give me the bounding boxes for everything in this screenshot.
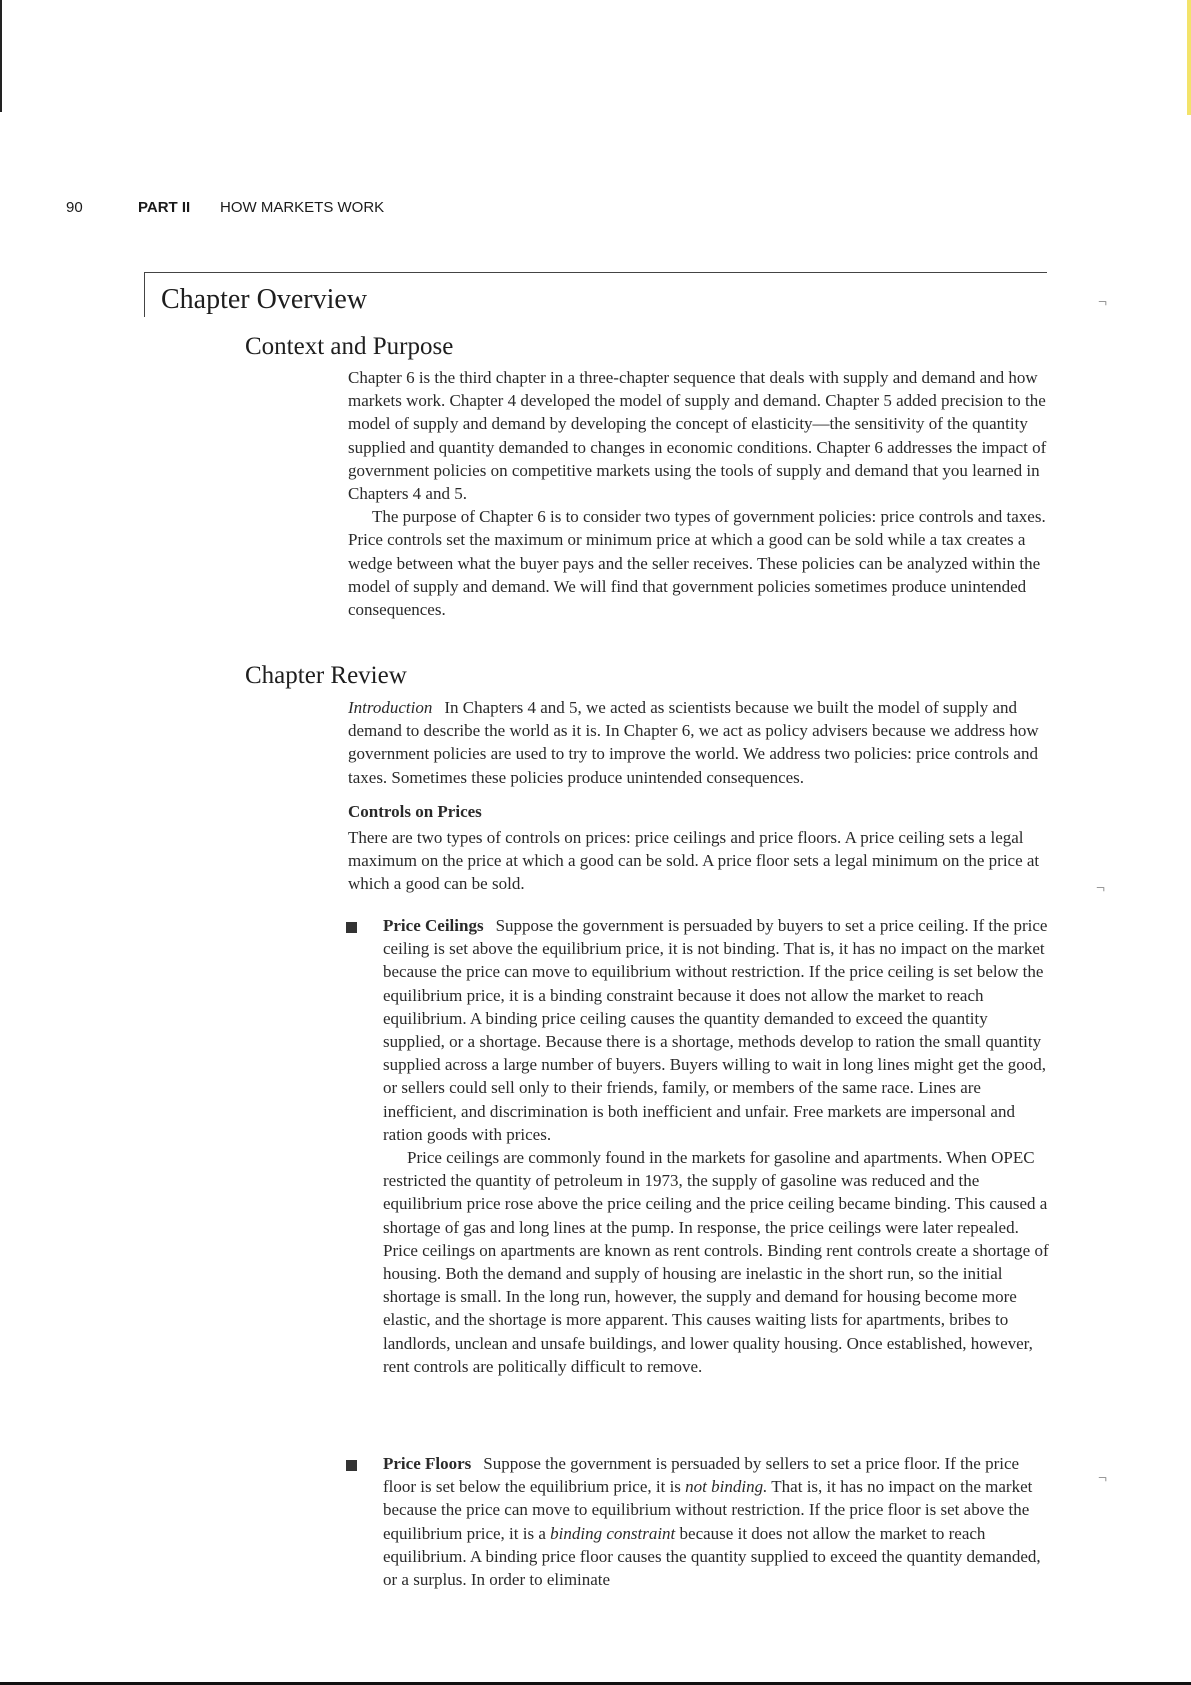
price-ceilings-paragraph-1: Suppose the government is persuaded by buyers to set a price ceiling. If the price ceiling is set above the equilibrium price, it is not binding. That is, it has no impact on the market because the price can move to equilibrium without restriction. If the price ceiling is set below the equilibrium price, it is a binding constraint because it does not allow the market to reach equilibrium. A binding price ceiling causes the quantity demanded to exceed the quantity supplied, or a shortage. Because there is a shortage, methods develop to ration the small quantity supplied across a large number of buyers. Buyers willing to wait in long lines might get the good, or sellers could sell only to their friends, family, or members of the same race. Lines are inefficient, and discrimination is both inefficient and unfair. Free markets are impersonal and ration goods with prices.	[383, 916, 1048, 1144]
price-floors-section	[383, 1452, 1051, 1591]
context-paragraph-1: Chapter 6 is the third chapter in a three-chapter sequence that deals with supply and demand and how markets work. Chapter 4 developed the model of supply and demand. Chapter 5 added precision to the model of supply and demand by developing the concept of elasticity—the sensitivity of the quantity supplied and quantity demanded to changes in economic conditions. Chapter 6 addresses the impact of government policies on competitive markets using the tools of supply and demand that you learned in Chapters 4 and 5.	[348, 368, 1047, 504]
margin-mark-2: ¬	[1096, 880, 1106, 897]
controls-on-prices-text: There are two types of controls on prices: price ceilings and price floors. A price ceiling sets a legal maximum on the price at which a good can be sold. A price floor sets a legal minimum on the price at which a good can be sold.	[348, 828, 1040, 894]
chapter-overview-title: Chapter Overview	[161, 284, 368, 315]
bullet-price-ceilings	[346, 922, 357, 933]
section-label: HOW MARKETS WORK	[220, 199, 385, 216]
introduction-text: In Chapters 4 and 5, we acted as scientists because we built the model of supply and demand to describe the world as it is. In Chapter 6, we act as policy advisers because we address how government policies are used to try to improve the world. We address two policies: price controls and taxes. Sometimes these policies produce unintended consequences.	[348, 698, 1039, 787]
bullet-price-floors	[346, 1460, 357, 1471]
introduction-label: Introduction	[348, 698, 433, 717]
price-floors-text-3: because it does not allow the market to reach equilibrium. A binding price floor causes the quantity supplied to exceed the quantity demanded, or a surplus. In order to eliminate	[383, 1523, 1041, 1590]
price-ceilings-label: Price Ceilings	[383, 916, 484, 935]
context-paragraph-2: The purpose of Chapter 6 is to consider two types of government policies: price controls and taxes. Price controls set the maximum or minimum price at which a good can be sold while a tax creates a wedge between what the buyer pays and the seller receives. These policies can be analyzed within the model of supply and demand. We will find that government policies sometimes produce unintended consequences.	[348, 507, 1046, 620]
page-number: 90	[66, 199, 83, 216]
controls-on-prices-heading: Controls on Prices	[348, 802, 482, 821]
price-ceilings-section	[383, 914, 1051, 1378]
scan-edge-mark-left	[0, 0, 2, 112]
chapter-review-heading: Chapter Review	[245, 662, 407, 689]
scan-edge-mark-right	[1187, 0, 1191, 115]
price-floors-emphasis-binding-constraint: binding constraint	[550, 1523, 676, 1543]
price-floors-text-1: Suppose the government is persuaded by sellers to set a price floor. If the price floor is set below the equilibrium price, it is	[383, 1454, 1020, 1497]
margin-mark-3: ¬	[1098, 1470, 1108, 1487]
context-purpose-heading: Context and Purpose	[245, 333, 454, 360]
part-label: PART II	[138, 199, 191, 216]
price-floors-emphasis-not-binding: not binding.	[685, 1477, 768, 1497]
price-floors-label: Price Floors	[383, 1454, 472, 1473]
context-paragraphs	[348, 366, 1048, 621]
review-introduction	[348, 696, 1048, 789]
price-floors-text-2: That is, it has no impact on the market because the price can move to equilibrium without restriction. If the price floor is set above the equilibrium price, it is a	[383, 1477, 1033, 1543]
price-ceilings-paragraph-2: Price ceilings are commonly found in the markets for gasoline and apartments. When OPEC restricted the quantity of petroleum in 1973, the supply of gasoline was reduced and the equilibrium price rose above the price ceiling and the price ceiling became binding. This caused a shortage of gas and long lines at the pump. In response, the price ceilings were later repealed. Price ceilings on apartments are known as rent controls. Binding rent controls create a shortage of housing. Both the demand and supply of housing are inelastic in the short run, so the initial shortage is small. In the long run, however, the supply and demand for housing become more elastic, and the shortage is more apparent. This causes waiting lists for apartments, bribes to landlords, unclean and unsafe buildings, and lower quality housing. Once established, however, rent controls are politically difficult to remove.	[383, 1148, 1049, 1376]
margin-mark-1: ¬	[1098, 294, 1108, 311]
